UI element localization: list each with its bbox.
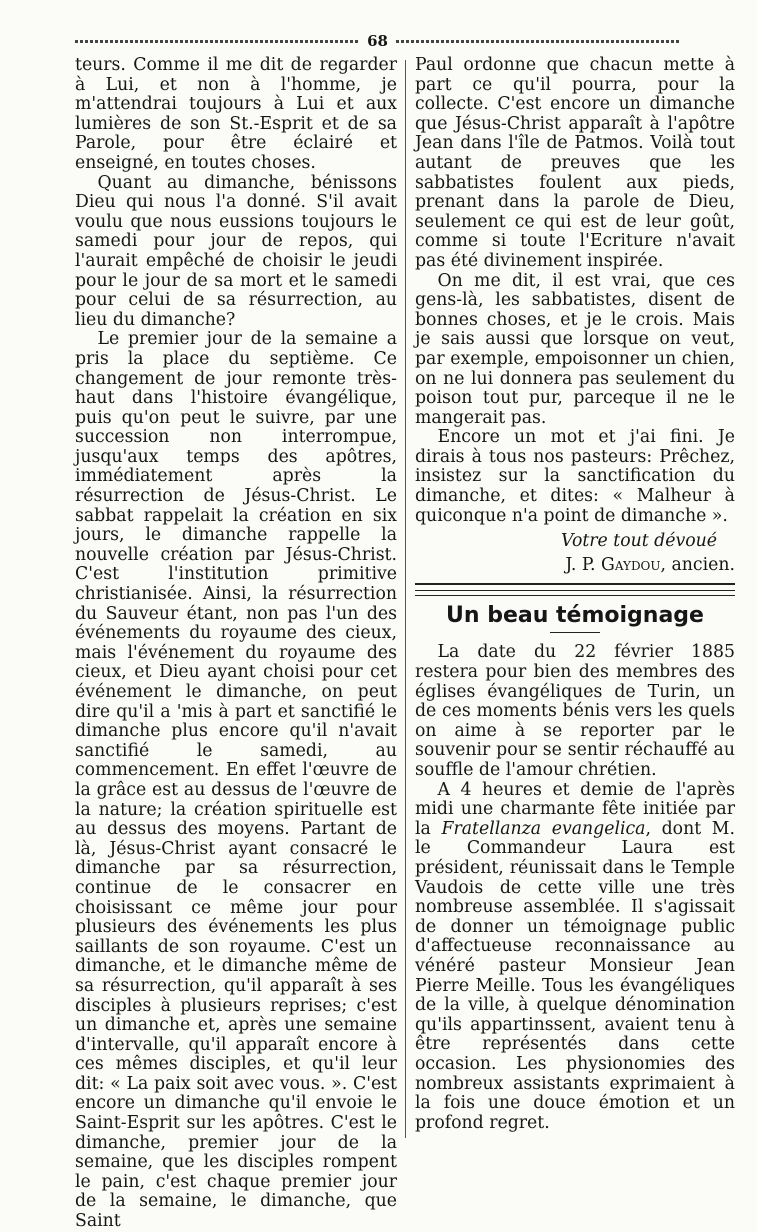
signature-suffix: , ancien. [660, 554, 735, 575]
page-header [75, 30, 680, 52]
signature-closing: Votre tout dévoué [561, 531, 717, 552]
section-separator-thin [415, 595, 735, 596]
title-underline [550, 632, 600, 633]
paragraph: On me dit, il est vrai, que ces gens-là, les sabbatistes, disent de bonnes choses, et je le crois. Mais je sais aussi que lorsque on veut, par exemple, empoisonner un chien, on ne lui donnera pas seulement du poison tout pur, parceque il ne le mangerait pas. [415, 270, 735, 428]
paragraph: Le premier jour de la semaine a pris la place du septième. Ce changement de jour remonte très-haut dans l'histoire évangélique, puis qu'on peut le suivre, par une succession non interrompue, jusqu'aux temps des apôtres, immédiatement après la résurrection de Jésus-Christ. Le sabbat rappelait la création en six jours, le dimanche rappelle la nouvelle création par Jésus-Christ. C'est l'institution primitive christianisée. Ainsi, la résurrection du Sauveur étant, non pas l'un des événements du royaume des cieux, mais l'événement du royaume des cieux, et Dieu ayant choisi pour cet événement le dimanche, on peut dire qu'il a 'mis à part et sanctifié le dimanche plus encore qu'il n'avait sanctifié le samedi, au commencement. En effet l'œuvre de la grâce est au dessus de l'œuvre de la nature; la création spirituelle est au dessus des moyens. Partant de là, Jésus-Christ ayant consacré le dimanche par sa résurrection, continue de le consacrer en choisissant ce même jour pour plusieurs des événements les plus saillants de son royaume. C'est un dimanche, et le dimanche même de sa résurrection, qu'il apparaît à ses disciples à plusieurs reprises; c'est un dimanche et, après une semaine d'intervalle, qu'il apparaît encore à ces mêmes disciples, et qu'il leur dit: « La paix soit avec vous. ». C'est encore un dimanche qu'il envoie le Saint-Esprit sur les apôtres. C'est le dimanche, premier jour de la semaine, que les disciples rompent le pain, c'est chaque premier jour de la semaine, le dimanche, que Saint [75, 329, 397, 1232]
column-divider [405, 60, 406, 1138]
organization-name: Fratellanza evangelica [441, 818, 646, 839]
paragraph: teurs. Comme il me dit de regarder à Lui, et non à l'homme, je m'attendrai toujours à Lui et aux lumières de son St.-Esprit et de sa Parole, pour être éclairé et enseigné, en toutes choses. [75, 55, 397, 173]
page-number: 68 [367, 32, 388, 50]
right-column [415, 56, 735, 1133]
signature-surname: Gaydou [601, 554, 661, 575]
article-title: Un beau témoignage [446, 603, 704, 629]
left-column [75, 56, 397, 1232]
paragraph: Paul ordonne que chacun mette à part ce qu'il pourra, pour la collecte. C'est encore un dimanche que Jésus-Christ apparaît à l'apôtre Jean dans l'île de Patmos. Voilà tout autant de preuves que les sabbatistes foulent aux pieds, prenant dans la parole de Dieu, seulement ce qui est de leur goût, comme si toute l'Ecriture n'avait pas été divinement inspirée. [415, 55, 735, 271]
paragraph: Encore un mot et j'ai fini. Je dirais à tous nos pasteurs: Prêchez, insistez sur la sanctification du dimanche, et dites: « Malheur à quiconque n'a point de dimanche ». [415, 427, 735, 526]
paragraph-text: , dont M. le Commandeur Laura est président, réunissait dans le Temple Vaudois de cette ville une très nombreuse assemblée. Il s'agissait de donner un témoignage public d'affectueuse reconnaissance au vénéré pasteur Monsieur Jean Pierre Meille. Tous les évangéliques de la ville, à quelque dénomination qu'ils appartinssent, avaient tenu à être représentés dans cette occasion. Les physionomies des nombreux assistants exprimaient à la fois une douce émotion et un profond regret. [415, 818, 735, 1133]
header-rule-right [396, 40, 680, 43]
header-rule-left [75, 40, 359, 43]
signature-name [415, 556, 735, 576]
paragraph: Quant au dimanche, bénissons Dieu qui nous l'a donné. S'il avait voulu que nous eussions toujours le samedi pour jour de repos, qui l'aurait empêché de choisir le jeudi pour le jour de sa mort et le samedi pour celui de sa résurrection, au lieu du dimanche? [75, 172, 397, 330]
section-separator [415, 583, 735, 591]
paragraph [415, 781, 735, 1134]
paragraph-text: A 4 heures et demie de l'après midi une charmante fête initiée par la [415, 779, 735, 839]
signature-initials: J. P. [565, 554, 602, 575]
paragraph: La date du 22 février 1885 restera pour bien des membres des églises évangéliques de Turin, un de ces moments bénis vers les quels on aime à se reporter par le souvenir pour se sentir réchauffé au souffle de l'amour chrétien. [415, 642, 735, 780]
